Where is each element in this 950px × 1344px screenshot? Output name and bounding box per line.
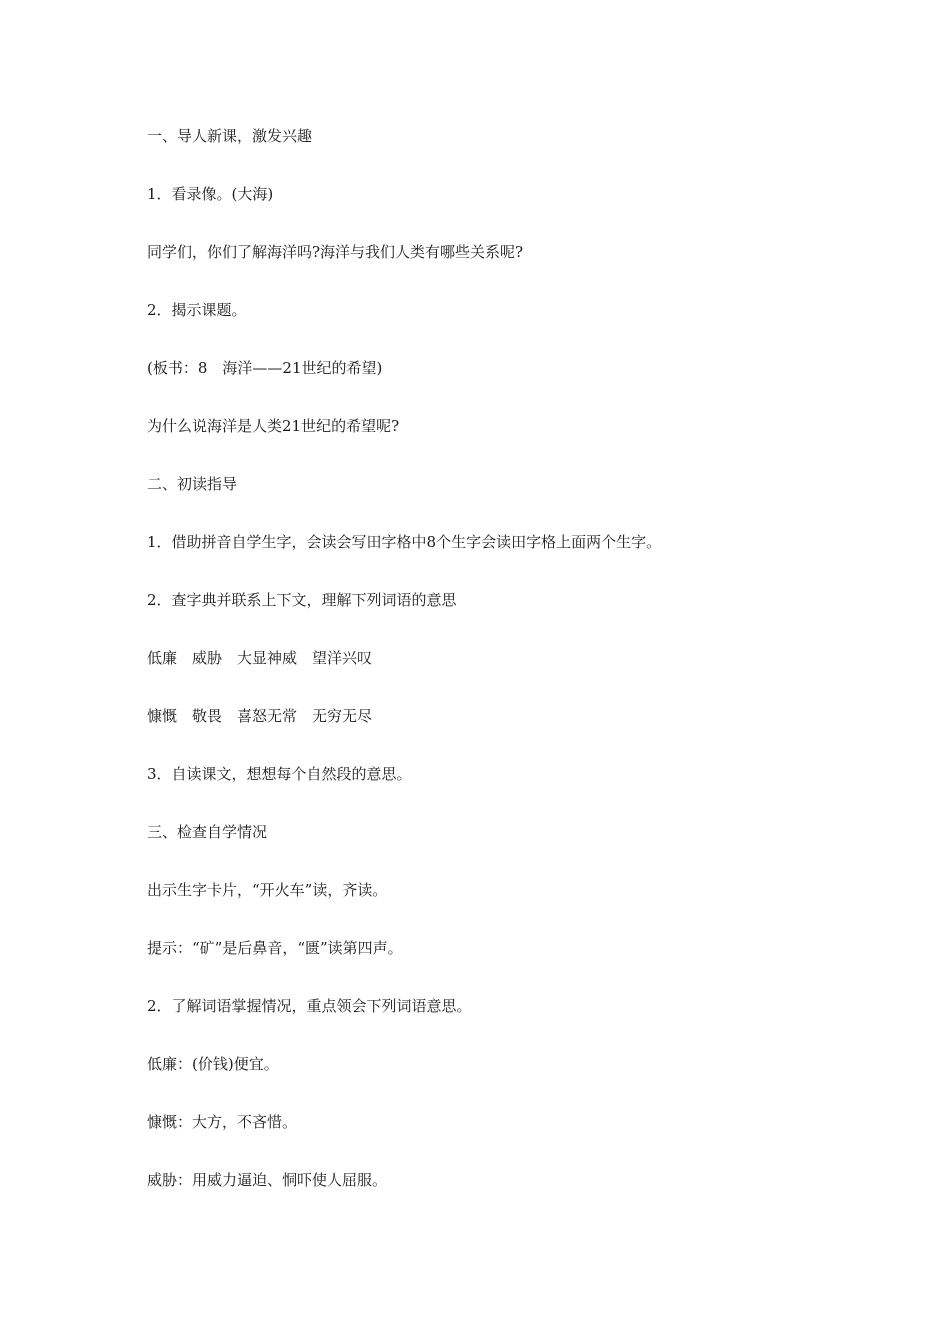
paragraph-line: 1．看录像。(大海) (147, 185, 274, 203)
vocabulary-row: 慷慨 敬畏 喜怒无常 无穷无尽 (147, 707, 373, 725)
paragraph-line: (板书：8 海洋——21世纪的希望) (147, 359, 383, 377)
definition-line: 威胁：用威力逼迫、恫吓使人屈服。 (147, 1171, 388, 1189)
section-heading-2: 二、初读指导 (147, 475, 238, 493)
paragraph-line: 1．借助拼音自学生字，会读会写田字格中8个生字会读田字格上面两个生字。 (147, 533, 662, 551)
paragraph-line: 2．了解词语掌握情况，重点领会下列词语意思。 (147, 997, 472, 1015)
vocabulary-row: 低廉 威胁 大显神威 望洋兴叹 (147, 649, 373, 667)
paragraph-line: 出示生字卡片，“开火车”读，齐读。 (147, 881, 388, 899)
paragraph-line: 提示：“矿”是后鼻音，“匮”读第四声。 (147, 939, 403, 957)
paragraph-line: 同学们，你们了解海洋吗?海洋与我们人类有哪些关系呢? (147, 243, 524, 261)
definition-line: 慷慨：大方，不吝惜。 (147, 1113, 298, 1131)
paragraph-line: 2．揭示课题。 (147, 301, 247, 319)
paragraph-line: 为什么说海洋是人类21世纪的希望呢? (147, 417, 400, 435)
definition-line: 低廉：(价钱)便宜。 (147, 1055, 279, 1073)
section-heading-1: 一、导人新课，激发兴趣 (147, 127, 313, 145)
section-heading-3: 三、检查自学情况 (147, 823, 268, 841)
paragraph-line: 3．自读课文，想想每个自然段的意思。 (147, 765, 412, 783)
paragraph-line: 2．查字典并联系上下文，理解下列词语的意思 (147, 591, 457, 609)
